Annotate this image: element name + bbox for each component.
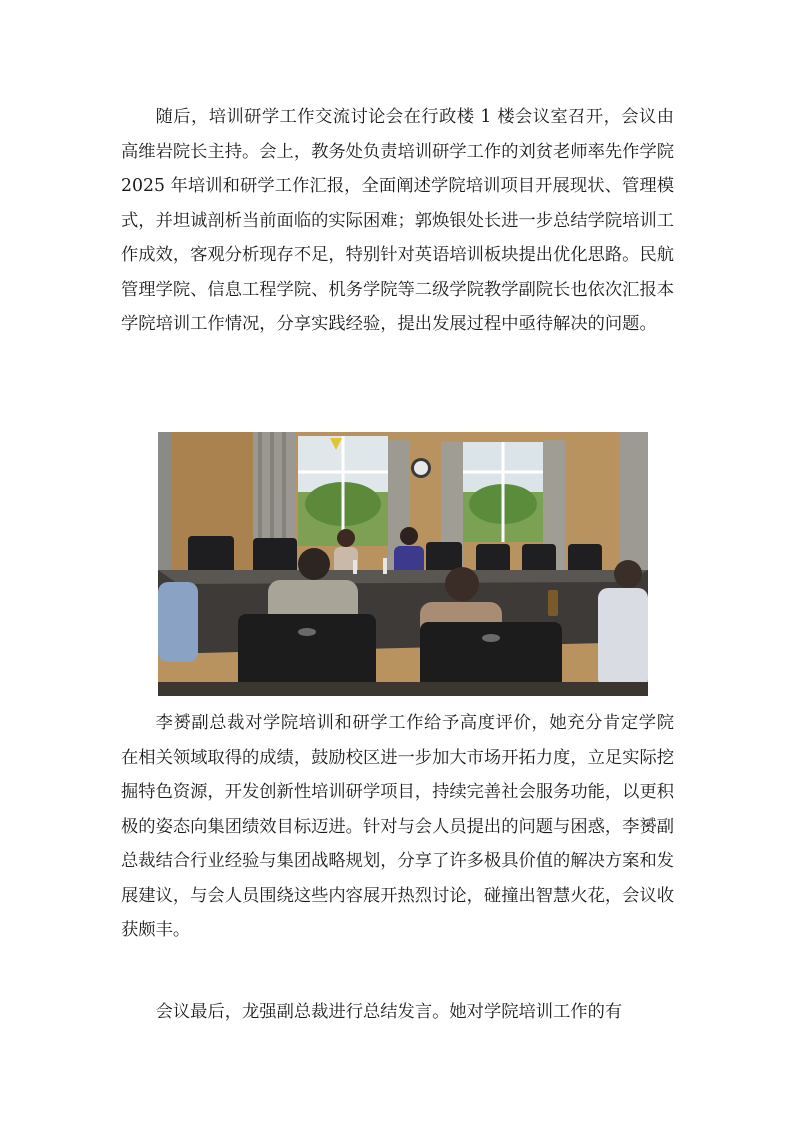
meeting-photo-illustration	[158, 432, 648, 696]
meeting-room-photo	[158, 432, 648, 696]
body-paragraph-3: 会议最后，龙强副总裁进行总结发言。她对学院培训工作的有	[155, 1002, 623, 1022]
body-paragraph-2: 李赟副总裁对学院培训和研学工作给予高度评价，她充分肯定学院在相关领域取得的成绩，鼓励校区进一步加大市场开拓力度，立足实际挖掘特色资源，开发创新性培训研学项目，持续完善社会服务功能，以更积极的姿态向集团绩效目标迈进。针对与会人员提出的问题与困惑，李赟副总裁结合行业经验与集团战略规划，分享了许多极具价值的解决方案和发展建议，与会人员围绕这些内容展开热烈讨论，碰撞出智慧火花，会议收获颇丰。	[121, 713, 675, 940]
body-paragraph-1: 随后，培训研学工作交流讨论会在行政楼 1 楼会议室召开，会议由高维岩院长主持。会上，教务处负责培训研学工作的刘贫老师率先作学院 2025 年培训和研学工作汇报，全面阐述学院培训项目开展现状、管理模式，并坦诚剖析当前面临的实际困难；郭焕银处长进一步总结学院培训工作成效，客观分析现存不足，特别针对英语培训板块提出优化思路。民航管理学院、信息工程学院、机务学院等二级学院教学副院长也依次汇报本学院培训工作情况，分享实践经验，提出发展过程中亟待解决的问题。	[121, 107, 675, 334]
